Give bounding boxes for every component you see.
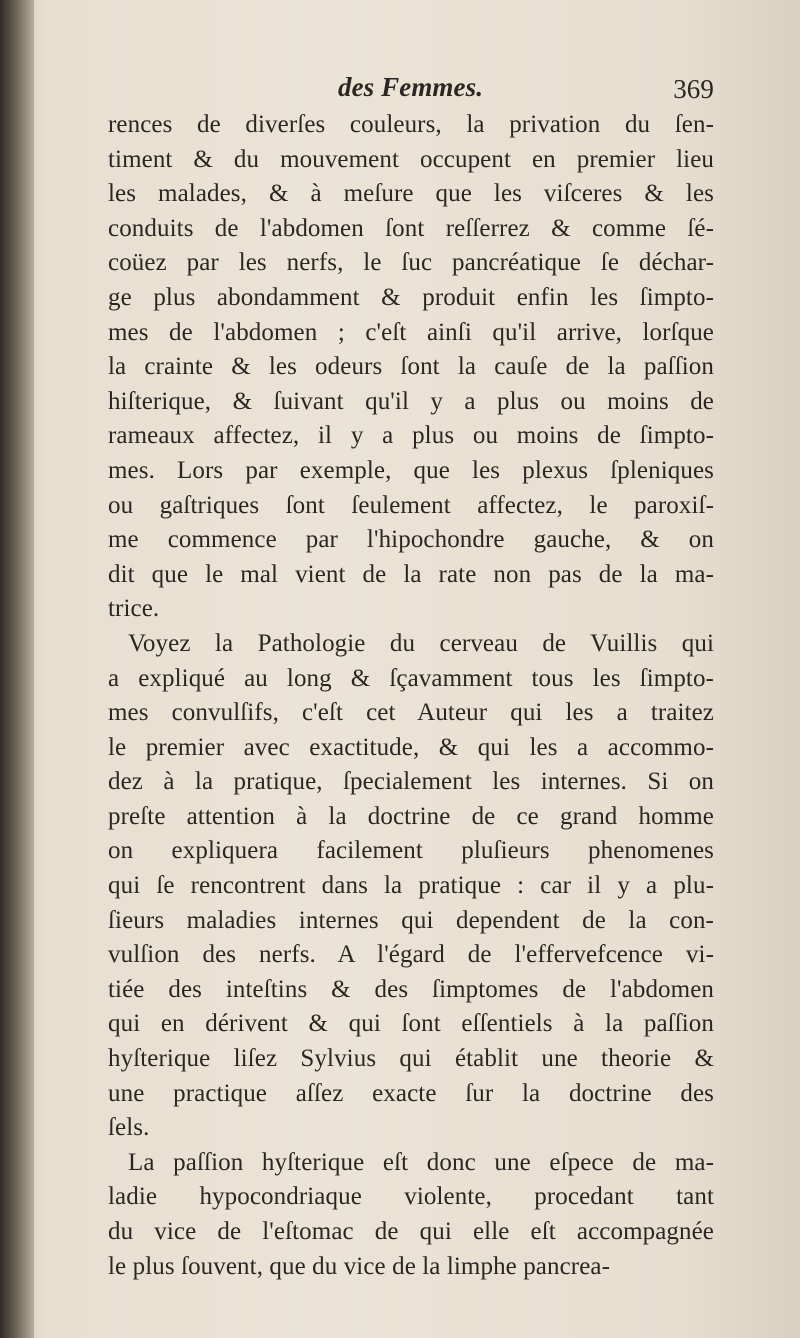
text-line: timent & du mouvement occupent en premier lieu [108, 145, 714, 173]
text-line: la crainte & les odeurs ſont la cauſe de la paſſion [108, 353, 714, 381]
text-line: hyſterique liſez Sylvius qui établit une theorie & [108, 1045, 714, 1073]
text-line: mes. Lors par exemple, que les plexus ſpleniques [108, 456, 714, 484]
paragraph [108, 1146, 714, 1284]
text-line: qui ſe rencontrent dans la pratique : car il y a plu- [108, 872, 714, 900]
text-line: coüez par les nerfs, le ſuc pancréatique ſe déchar- [108, 249, 714, 277]
text-line: dez à la pratique, ſpecialement les internes. Si on [108, 768, 714, 796]
page-header [108, 62, 714, 108]
text-line: le premier avec exactitude, & qui les a accommo- [108, 733, 714, 761]
text-line: qui en dérivent & qui ſont eſſentiels à la paſſion [108, 1010, 714, 1038]
text-line: trice. [108, 595, 160, 623]
text-line: a expliqué au long & ſçavamment tous les ſimpto- [108, 664, 714, 692]
text-line: rences de diverſes couleurs, la privation du ſen- [108, 111, 714, 138]
text-line: dit que le mal vient de la rate non pas de la ma- [108, 560, 714, 588]
text-line: mes de l'abdomen ; c'eſt ainſi qu'il arrive, lorſque [108, 318, 714, 346]
text-line: me commence par l'hipochondre gauche, & on [108, 526, 714, 554]
text-line: preſte attention à la doctrine de ce grand homme [108, 802, 714, 830]
text-line: les malades, & à meſure que les viſceres & les [108, 180, 714, 208]
running-head: des Femmes. [338, 72, 484, 102]
book-gutter-shadow [0, 0, 34, 1338]
text-line: ſels. [108, 1114, 150, 1142]
text-line: ſieurs maladies internes qui dependent de la con- [108, 906, 714, 934]
paragraph [108, 627, 714, 1146]
text-line: ou gaſtriques ſont ſeulement affectez, le paroxiſ- [108, 491, 714, 519]
text-line: mes convulſifs, c'eſt cet Auteur qui les a traitez [108, 699, 714, 727]
text-line: conduits de l'abdomen ſont reſſerrez & comme ſé- [108, 214, 714, 242]
body-text [108, 108, 714, 1284]
text-line: tiée des inteſtins & des ſimptomes de l'abdomen [108, 975, 714, 1003]
text-line: une practique aſſez exacte ſur la doctrine des [108, 1079, 714, 1107]
text-line: rameaux affectez, il y a plus ou moins de ſimpto- [108, 422, 714, 450]
text-line: du vice de l'eſtomac de qui elle eſt accompagnée [108, 1218, 714, 1245]
text-line: Voyez la Pathologie du cerveau de Vuillis qui [128, 629, 714, 657]
page-number: 369 [673, 74, 714, 104]
text-line: on expliquera facilement pluſieurs phenomenes [108, 837, 714, 865]
text-line: le plus ſouvent, que du vice de la limphe pancrea- [108, 1252, 611, 1280]
text-line: vulſion des nerfs. A l'égard de l'effervefcence vi- [108, 941, 714, 969]
text-line: ladie hypocondriaque violente, procedant tant [108, 1183, 714, 1211]
text-line: hiſterique, & ſuivant qu'il y a plus ou moins de [108, 387, 714, 415]
page-text [108, 62, 714, 1284]
text-line: ge plus abondamment & produit enfin les ſimpto- [108, 283, 714, 311]
paragraph [108, 108, 714, 627]
text-line: La paſſion hyſterique eſt donc une eſpece de ma- [128, 1148, 714, 1176]
